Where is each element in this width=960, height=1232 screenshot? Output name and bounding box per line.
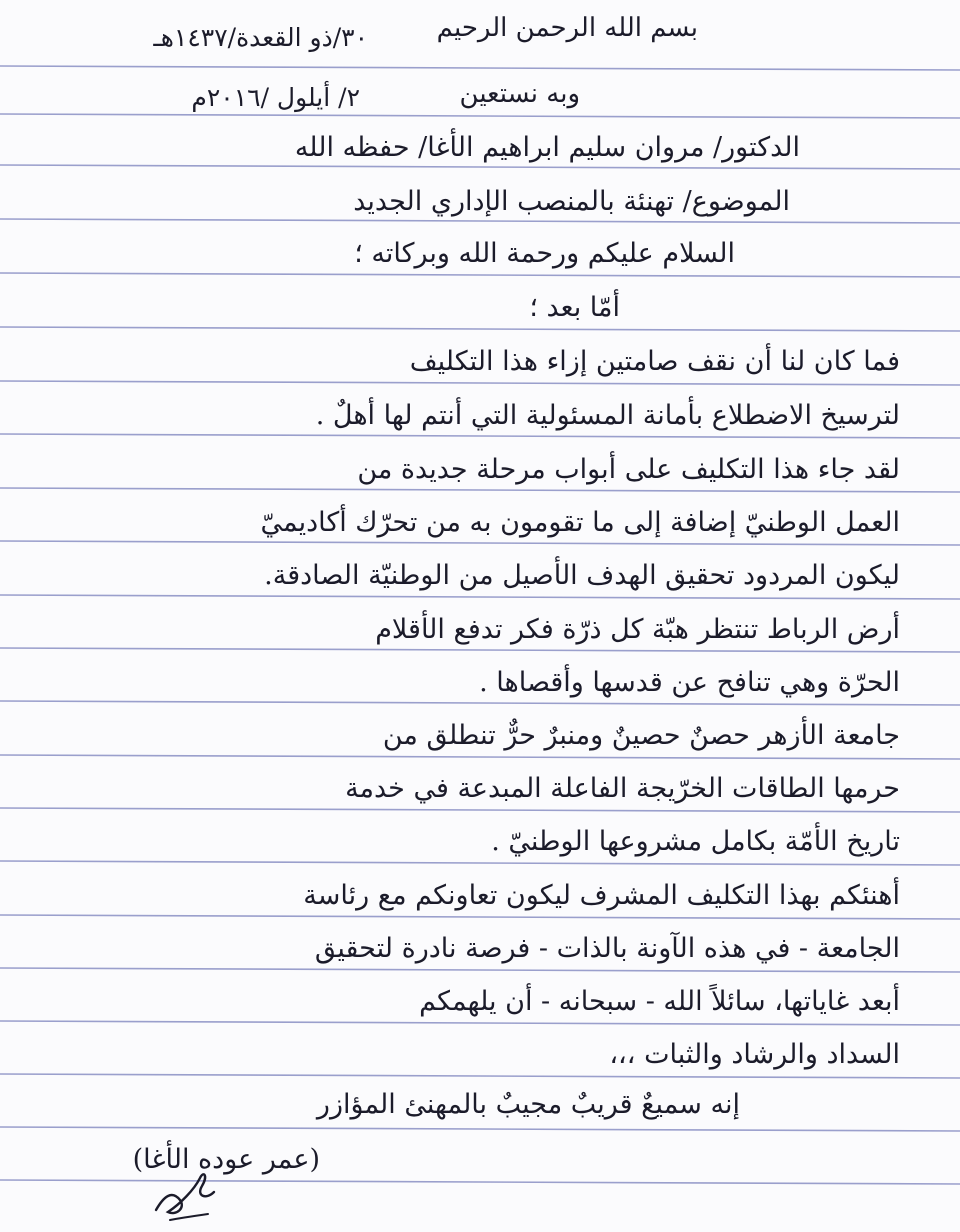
basmala: بسم الله الرحمن الرحيم xyxy=(436,13,698,43)
body-line: فما كان لنا أن نقف صامتين إزاء هذا التكليف xyxy=(409,346,900,377)
body-line: جامعة الأزهر حصنٌ حصينٌ ومنبرٌ حرٌّ تنطلق من xyxy=(382,720,900,751)
body-line: الجامعة - في هذه الآونة بالذات - فرصة نادرة لتحقيق xyxy=(314,933,900,964)
body-line: العمل الوطنيّ إضافة إلى ما تقومون به من تحرّك أكاديميّ xyxy=(260,507,900,538)
subject: الموضوع/ تهنئة بالمنصب الإداري الجديد xyxy=(353,186,790,217)
signature xyxy=(150,1160,220,1224)
body-line: أرض الرباط تنتظر هبّة كل ذرّة فكر تدفع الأقلام xyxy=(375,614,900,645)
closing-line: إنه سميعٌ قريبٌ مجيبٌ بالمهنئ المؤازر xyxy=(316,1089,740,1120)
body-line: تاريخ الأمّة بكامل مشروعها الوطنيّ . xyxy=(491,826,900,857)
greeting: السلام عليكم ورحمة الله وبركاته ؛ xyxy=(354,238,735,269)
body-line: لقد جاء هذا التكليف على أبواب مرحلة جديدة من xyxy=(357,454,900,485)
body-line: ليكون المردود تحقيق الهدف الأصيل من الوطنيّة الصادقة. xyxy=(264,560,900,591)
body-line: السداد والرشاد والثبات ،،، xyxy=(609,1039,900,1070)
body-line: لترسيخ الاضطلاع بأمانة المسئولية التي أنتم لها أهلٌ . xyxy=(315,400,900,431)
sender-name: (عمر عوده الأغا) xyxy=(132,1144,320,1175)
body-line: أبعد غاياتها، سائلاً الله - سبحانه - أن يلهمكم xyxy=(419,986,900,1017)
amma-baad: أمّا بعد ؛ xyxy=(529,292,620,323)
gregorian-date: ٢/ أيلول /٢٠١٦م xyxy=(191,83,360,112)
body-line: أهنئكم بهذا التكليف المشرف ليكون تعاونكم مع رئاسة xyxy=(303,880,900,911)
invocation: وبه نستعين xyxy=(459,79,580,109)
hijri-date: ٣٠/ذو القعدة/١٤٣٧هـ xyxy=(153,23,368,52)
addressee: الدكتور/ مروان سليم ابراهيم الأغا/ حفظه الله xyxy=(294,132,800,163)
body-line: حرمها الطاقات الخرّيجة الفاعلة المبدعة في خدمة xyxy=(345,773,900,804)
body-line: الحرّة وهي تنافح عن قدسها وأقصاها . xyxy=(479,667,900,698)
